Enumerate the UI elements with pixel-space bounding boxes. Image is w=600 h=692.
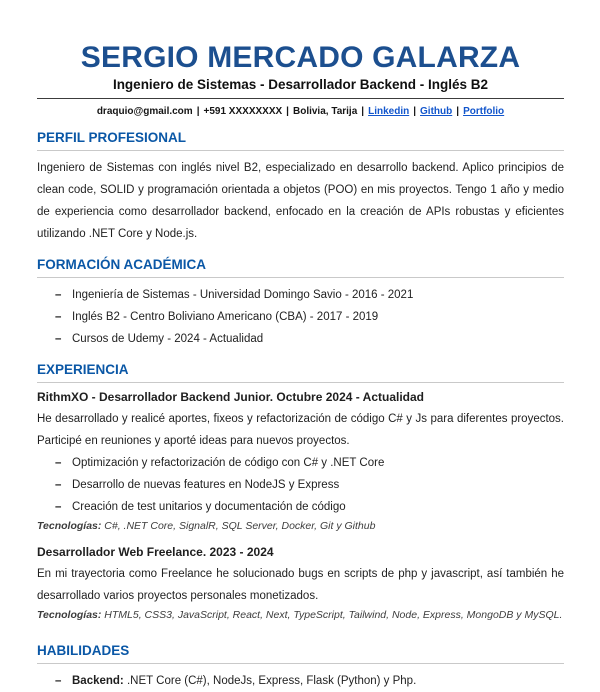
section-title-habilidades: HABILIDADES [37, 643, 130, 658]
section-divider [37, 277, 564, 278]
resume-header [37, 42, 564, 118]
education-item: Ingeniería de Sistemas - Universidad Domingo Savio - 2016 - 2021 [72, 289, 414, 301]
technologies-list: C#, .NET Core, SignalR, SQL Server, Docker, Git y Github [101, 520, 376, 532]
skill-item [72, 670, 416, 692]
portfolio-link[interactable]: Portfolio [463, 106, 505, 117]
job-entry [37, 389, 564, 534]
job-bullet: Creación de test unitarios y documentación de código [72, 501, 346, 513]
separator: | [286, 106, 289, 117]
separator: | [196, 106, 200, 117]
section-title-formacion: FORMACIÓN ACADÉMICA [37, 257, 206, 272]
section-divider [37, 150, 564, 151]
bullet-dash-icon: – [55, 479, 62, 491]
skill-category-label: Backend: [72, 675, 124, 687]
bullet-dash-icon: – [55, 501, 62, 513]
section-divider [37, 663, 564, 664]
bullet-dash-icon: – [55, 333, 62, 345]
technologies-list: HTML5, CSS3, JavaScript, React, Next, TypeScript, Tailwind, Node, Express, MongoDB y MySQL. [101, 609, 563, 621]
section-title-experiencia: EXPERIENCIA [37, 362, 129, 377]
list-item [37, 306, 564, 328]
separator: | [456, 106, 460, 117]
candidate-headline: Ingeniero de Sistemas - Desarrollador Backend - Inglés B2 [112, 77, 489, 92]
technologies-line [37, 519, 564, 534]
job-heading: Desarrollador Web Freelance. 2023 - 2024 [37, 545, 274, 559]
separator: | [413, 106, 417, 117]
list-item [37, 328, 564, 350]
education-item: Inglés B2 - Centro Boliviano Americano (CBA) - 2017 - 2019 [72, 311, 379, 323]
candidate-name: SERGIO MERCADO GALARZA [80, 41, 521, 74]
github-link[interactable]: Github [420, 106, 453, 117]
job-description: En mi trayectoria como Freelance he solucionado bugs en scripts de php y javascript, así también he desarrollado varios proyectos personales monetizados. [37, 568, 564, 602]
job-bullet: Optimización y refactorización de código con C# y .NET Core [72, 457, 385, 469]
list-item [37, 284, 564, 306]
job-heading: RithmXO - Desarrollador Backend Junior. Octubre 2024 - Actualidad [37, 390, 424, 404]
separator: | [361, 106, 365, 117]
bullet-dash-icon: – [55, 457, 62, 469]
perfil-paragraph: Ingeniero de Sistemas con inglés nivel B2, especializado en desarrollo backend. Aplico principios de clean code, SOLID y programación orientada a objetos (POO) en mis proyectos. Tengo 1 año y medio de experiencia como desarrollador backend, enfocado en la creación de APIs robustas y eficientes utilizando .NET Core y Node.js. [37, 162, 564, 240]
education-item: Cursos de Udemy - 2024 - Actualidad [72, 333, 264, 345]
technologies-label: Tecnologías: [37, 520, 102, 532]
technologies-line [37, 608, 564, 623]
email-text: draquio@gmail.com [96, 106, 193, 117]
section-formacion-academica [37, 257, 564, 350]
header-divider [37, 98, 564, 99]
job-description: He desarrollado y realicé aportes, fixeos y refactorización de código C# y Js para diferentes proyectos. Participé en reuniones y aporté ideas para nuevos proyectos. [37, 413, 564, 447]
section-habilidades [37, 643, 564, 692]
bullet-dash-icon: – [55, 675, 62, 687]
section-divider [37, 382, 564, 383]
phone-text: +591 XXXXXXXX [203, 106, 283, 117]
section-experiencia [37, 362, 564, 623]
location-text: Bolivia, Tarija [292, 106, 358, 117]
list-item [37, 474, 564, 496]
list-item [37, 452, 564, 474]
bullet-dash-icon: – [55, 289, 62, 301]
linkedin-link[interactable]: Linkedin [368, 106, 410, 117]
job-bullet: Desarrollo de nuevas features en NodeJS y Express [72, 479, 340, 491]
bullet-dash-icon: – [55, 311, 62, 323]
technologies-label: Tecnologías: [37, 609, 102, 621]
contact-line [37, 105, 564, 118]
list-item [37, 496, 564, 518]
section-perfil-profesional [37, 130, 564, 245]
list-item [37, 670, 564, 692]
section-title-perfil: PERFIL PROFESIONAL [37, 130, 187, 145]
job-entry [37, 544, 564, 623]
skill-list: .NET Core (C#), NodeJs, Express, Flask (Python) y Php. [123, 675, 417, 687]
